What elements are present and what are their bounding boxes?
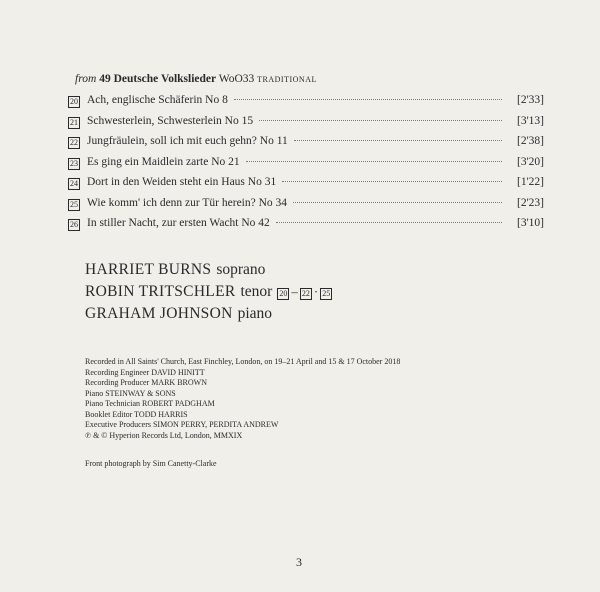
track-number: 25	[322, 289, 331, 298]
performer-role: piano	[237, 305, 273, 322]
track-row	[68, 217, 544, 238]
heading-catalogue: WoO33	[218, 73, 255, 85]
performer-track-list	[277, 283, 332, 301]
credit-line: Booklet Editor TODD HARRIS	[85, 409, 188, 419]
dot-leader	[246, 161, 502, 162]
performer-line	[85, 305, 332, 327]
photo-credit: Front photograph by Sim Canetty-Clarke	[85, 459, 217, 468]
credit-line: ℗ & © Hyperion Records Ltd, London, MMXIX	[85, 430, 243, 440]
dot-leader	[234, 99, 502, 100]
track-duration: [3'13]	[517, 114, 544, 127]
separator-dot: ·	[313, 284, 319, 299]
track-title: Es ging ein Maidlein zarte No 21	[87, 155, 240, 168]
performer-role: tenor	[240, 283, 273, 300]
performer-name: ROBIN TRITSCHLER	[85, 283, 236, 300]
dot-leader	[294, 140, 502, 141]
heading-from: from	[75, 73, 97, 85]
heading-title: 49 Deutsche Volkslieder	[99, 73, 217, 85]
track-row	[68, 115, 544, 136]
dot-leader	[282, 181, 502, 182]
track-list	[68, 94, 544, 238]
range-dash: –	[291, 284, 298, 299]
track-row	[68, 197, 544, 218]
credit-line: Piano STEINWAY & SONS	[85, 388, 176, 398]
track-duration: [2'33]	[517, 94, 544, 106]
performer-line	[85, 283, 332, 305]
track-row	[68, 176, 544, 197]
credit-line: Recording Producer MARK BROWN	[85, 378, 207, 387]
heading-note: TRADITIONAL	[257, 75, 317, 84]
performer-name: GRAHAM JOHNSON	[85, 305, 233, 322]
dot-leader	[259, 120, 502, 121]
track-number: 22	[301, 289, 310, 298]
track-number: 20	[279, 289, 288, 298]
section-heading	[75, 73, 317, 85]
track-number: 25	[70, 199, 78, 209]
credit-line: Piano Technician ROBERT PADGHAM	[85, 399, 215, 408]
performer-line	[85, 261, 332, 283]
dot-leader	[293, 202, 502, 203]
track-title: Schwesterlein, Schwesterlein No 15	[87, 114, 254, 127]
performer-name: HARRIET BURNS	[85, 261, 212, 278]
track-number: 26	[70, 220, 78, 229]
track-title: Ach, englische Schäferin No 8	[87, 94, 228, 106]
track-duration: [2'38]	[517, 135, 544, 147]
track-title: Jungfräulein, soll ich mit euch gehn? No 11	[87, 135, 288, 147]
track-row	[68, 135, 544, 156]
track-number: 22	[70, 138, 78, 147]
track-number: 21	[70, 117, 78, 127]
track-row	[68, 156, 544, 177]
performer-role: soprano	[216, 261, 266, 278]
page-number: 3	[296, 555, 302, 569]
track-title: In stiller Nacht, zur ersten Wacht No 42	[87, 217, 270, 229]
credit-line: Executive Producers SIMON PERRY, PERDITA ANDREW	[85, 420, 279, 429]
track-duration: [2'23]	[517, 196, 544, 209]
performers	[85, 261, 332, 327]
track-row	[68, 94, 544, 115]
track-title: Wie komm' ich denn zur Tür herein? No 34	[87, 196, 288, 209]
credit-line: Recorded in All Saints' Church, East Finchley, London, on 19–21 April and 15 & 17 October 2018	[85, 357, 401, 366]
track-title: Dort in den Weiden steht ein Haus No 31	[87, 176, 277, 188]
track-duration: [3'10]	[517, 217, 544, 229]
production-credits	[85, 357, 400, 441]
track-number: 20	[70, 97, 78, 106]
credit-line: Recording Engineer DAVID HINITT	[85, 367, 205, 377]
track-number: 24	[70, 179, 78, 188]
dot-leader	[276, 222, 502, 223]
track-duration: [3'20]	[517, 155, 544, 168]
track-duration: [1'22]	[517, 176, 544, 188]
track-number: 23	[70, 158, 78, 168]
